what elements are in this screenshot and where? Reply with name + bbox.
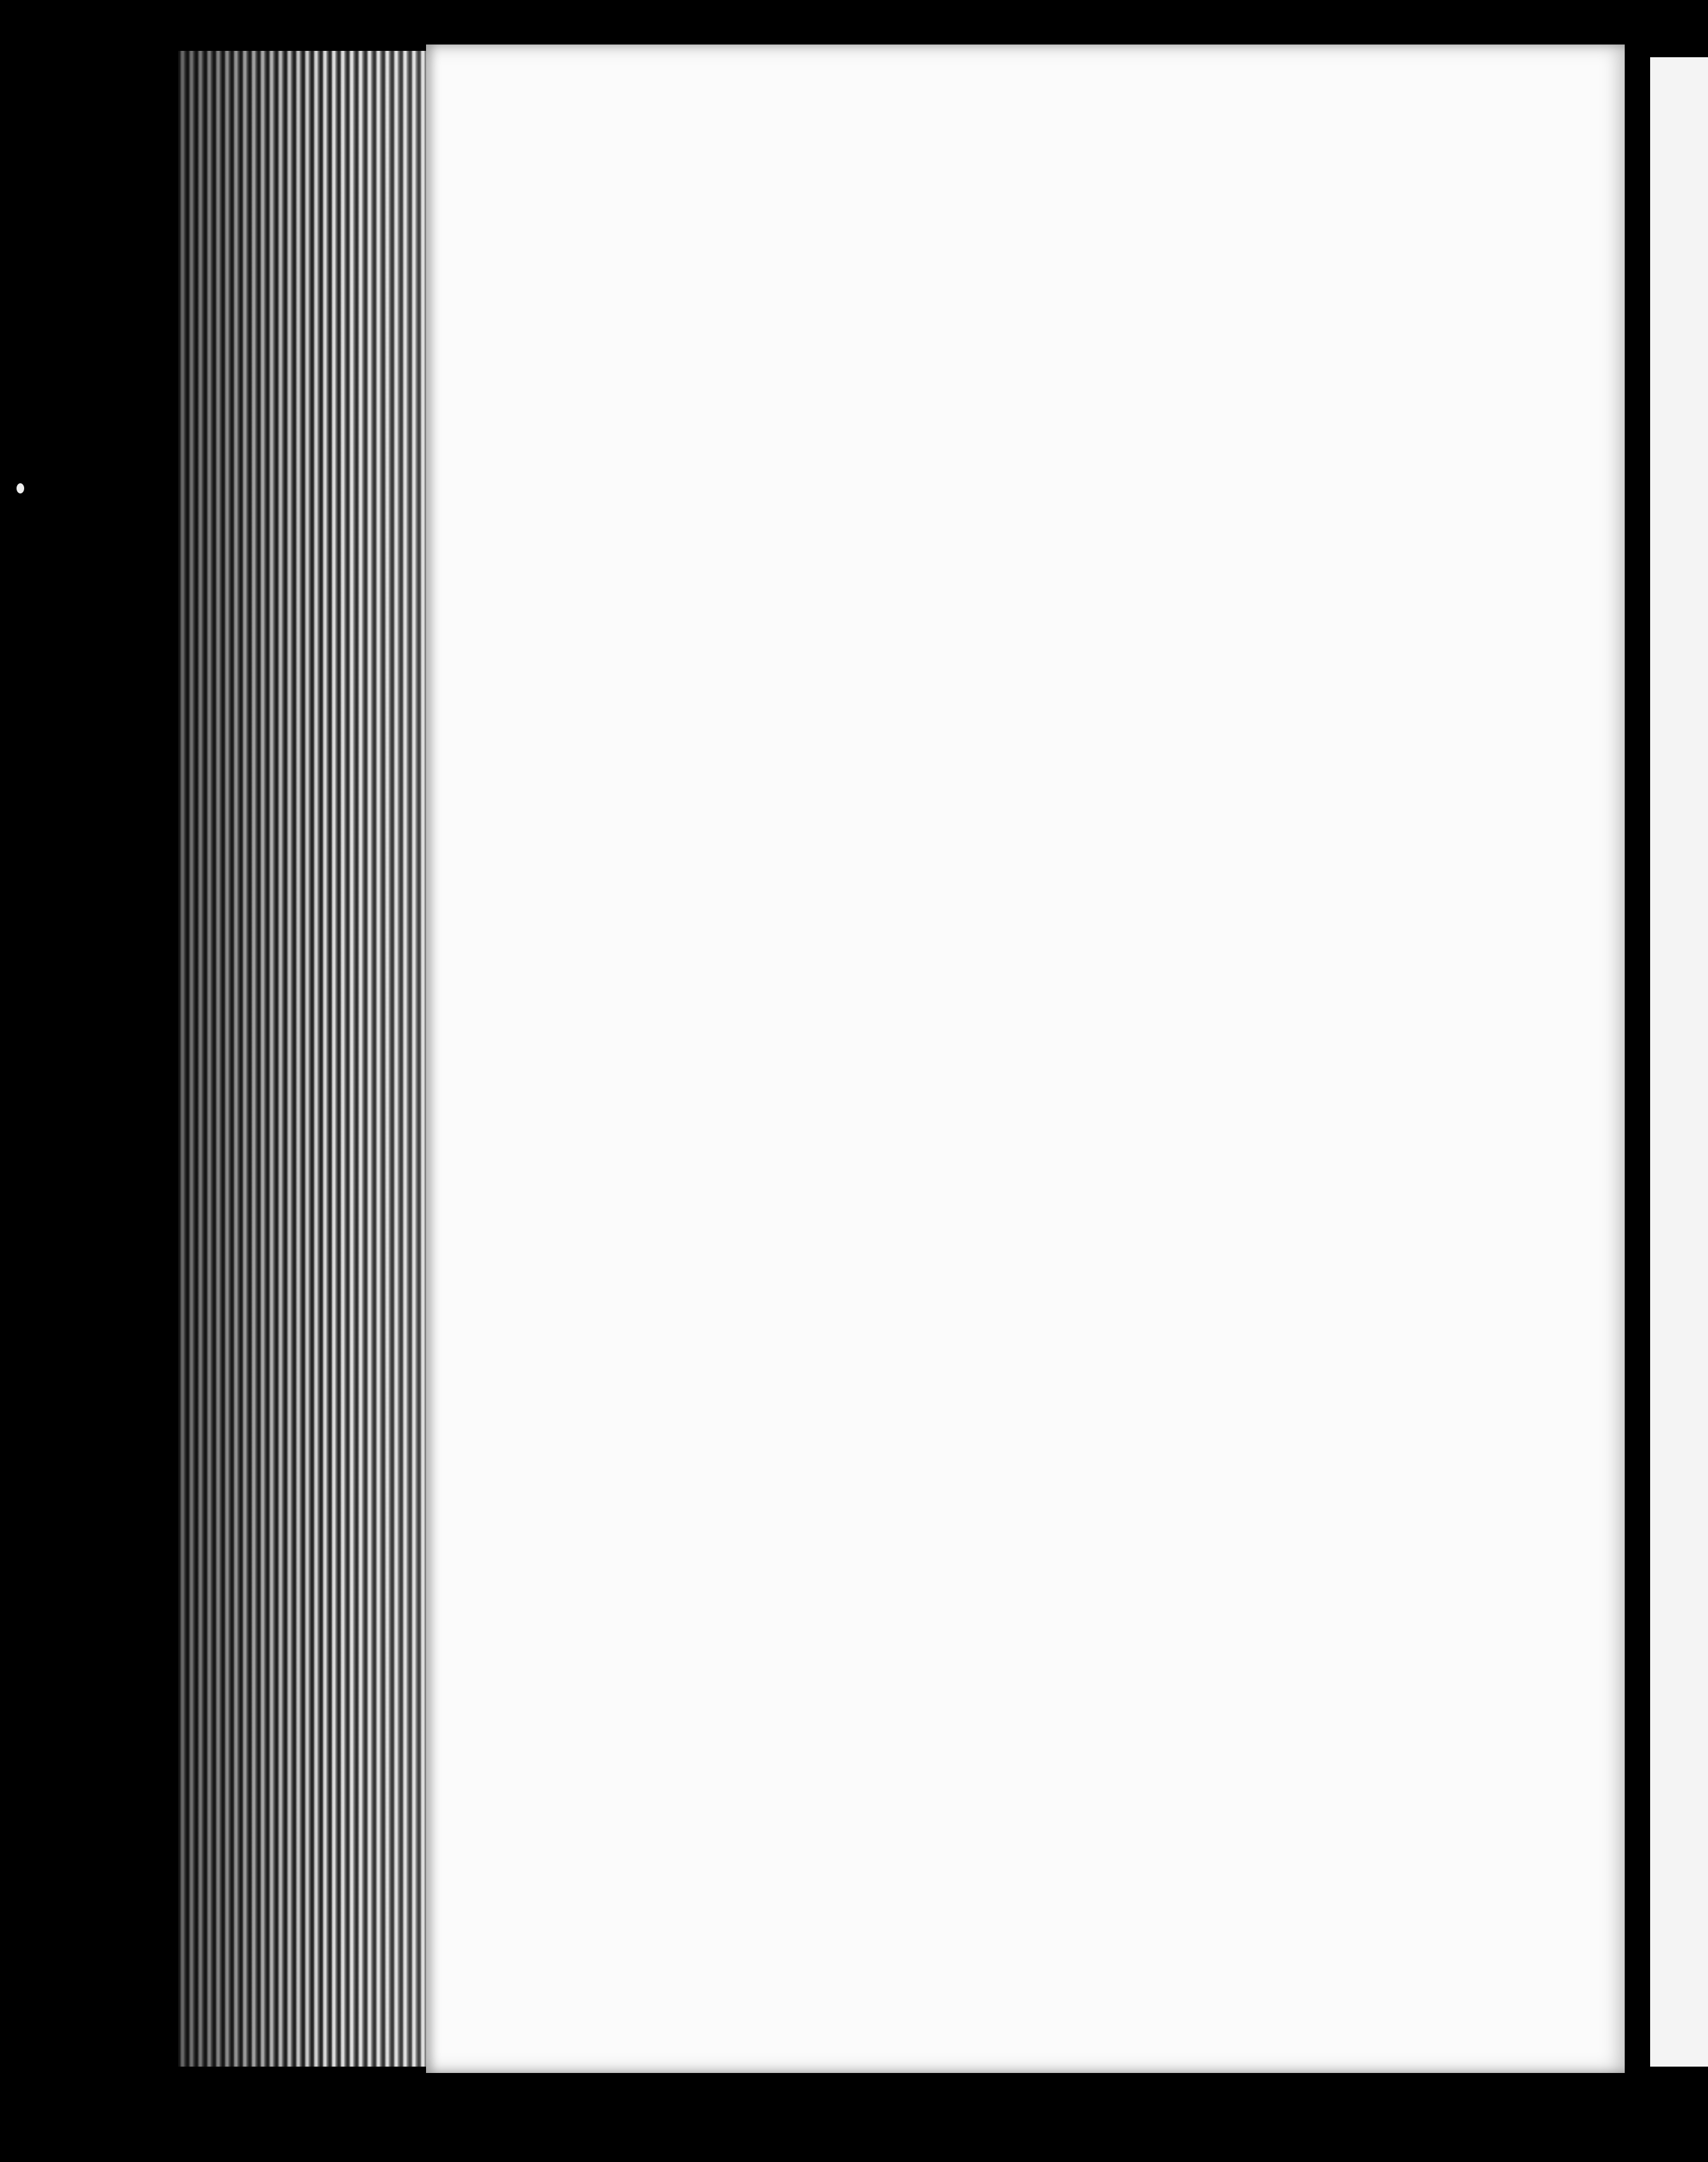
page-header <box>658 191 1574 242</box>
book-gutter <box>1625 38 1650 2079</box>
book-page <box>426 45 1631 2073</box>
facing-page <box>1650 57 1708 2067</box>
page-edge-shadow <box>178 51 432 2067</box>
scan-speck <box>17 483 24 493</box>
